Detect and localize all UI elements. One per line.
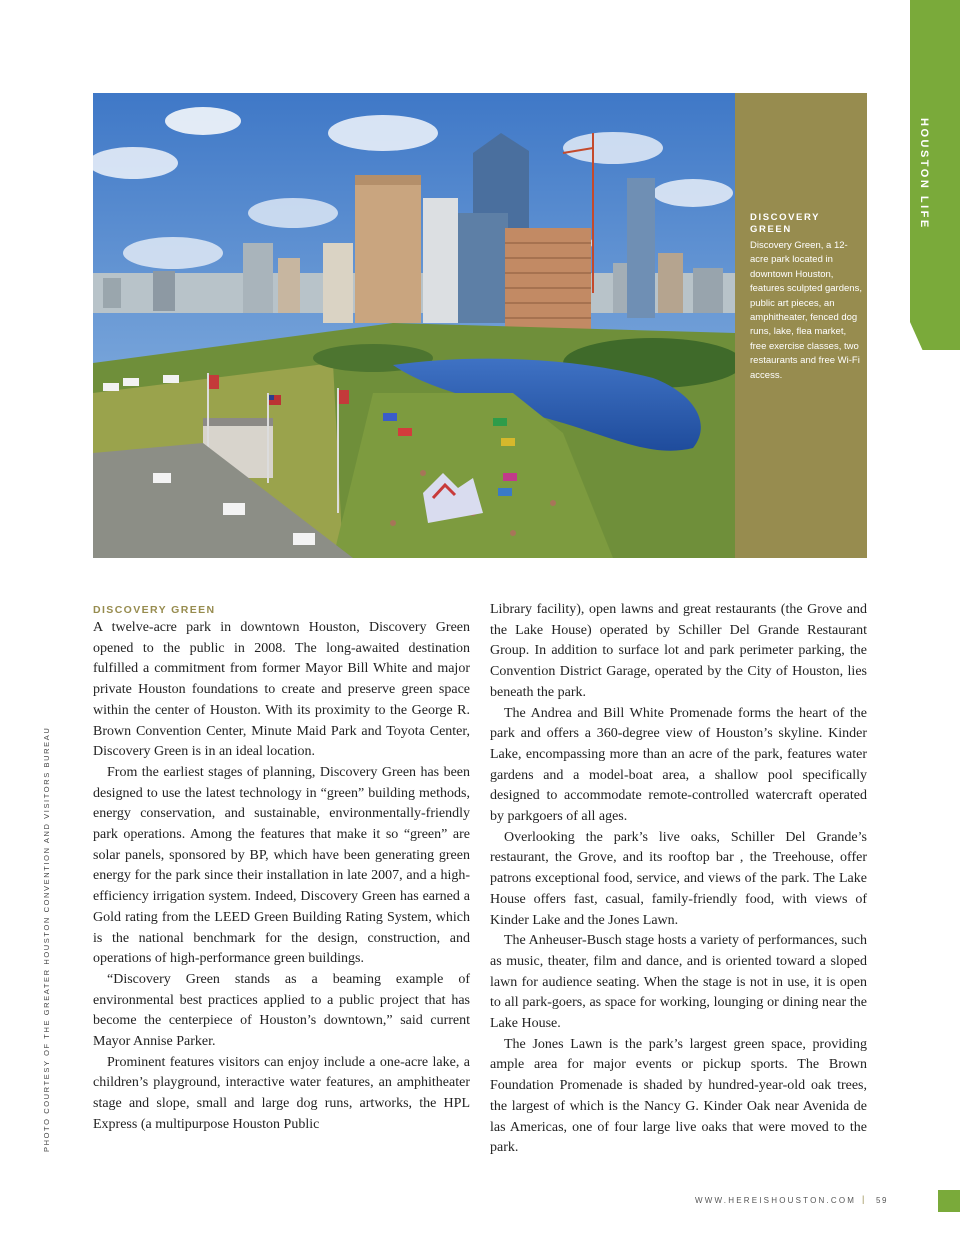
paragraph: Library facility), open lawns and great restaurants (the Grove and the Lake House) operated by Schiller Del Grande Restaurant Group. In addition to surface lot and park perimeter parking, the Convention District Garage, operated by the City of Houston, lies beneath the park. xyxy=(490,602,867,700)
article-heading: DISCOVERY GREEN xyxy=(93,604,216,616)
page-number: 59 xyxy=(876,1196,888,1205)
paragraph: “Discovery Green stands as a beaming example of environmental best practices applied to a public project that has become the centerpiece of Houston’s downtown,” said current Mayor Annise Parker. xyxy=(93,971,470,1050)
paragraph: Overlooking the park’s live oaks, Schiller Del Grande’s restaurant, the Grove, and its rooftop bar , the Treehouse, offer patrons exceptional food, service, and views of the park. The Lake House offers fast, casual, family-friendly food, with views of Kinder Lake and the Jones Lawn. xyxy=(490,829,867,928)
paragraph: The Andrea and Bill White Promenade forms the heart of the park and offers a 360-degree view of Houston’s skyline. Kinder Lake, encompassing more than an acre of the park, features water gardens and a model-boat area, a shallow pool specifically designed to accommodate remote-controlled watercraft operated by parkgoers of all ages. xyxy=(490,705,867,825)
article-column-left xyxy=(93,600,470,1136)
photo-caption-title: DISCOVERY GREEN xyxy=(750,212,820,235)
footer-separator: | xyxy=(862,1194,865,1204)
paragraph: Prominent features visitors can enjoy include a one-acre lake, a children’s playground, interactive water features, an amphitheater stage and slope, small and large dog runs, artworks, the HPL Express (a multipurpose Houston Public xyxy=(93,1054,470,1132)
footer-url: WWW.HEREISHOUSTON.COM xyxy=(695,1196,857,1205)
photo-caption-text: Discovery Green, a 12-acre park located in downtown Houston, features sculpted gardens, public art pieces, an amphitheater, fenced dog runs, lake, flea market, free exercise classes, two restaurants and free Wi-Fi access. xyxy=(750,240,862,381)
paragraph: The Anheuser-Busch stage hosts a variety of performances, such as music, theater, film and dance, and is oriented toward a sloped lawn for audience seating. When the stage is not in use, it is open to all park-goers, as space for working, lounging or dining near the Lake House. xyxy=(490,933,867,1032)
section-tab-label: HOUSTON LIFE xyxy=(918,118,930,230)
paragraph: A twelve-acre park in downtown Houston, Discovery Green opened to the public in 2008. The long-awaited destination fulfilled a commitment from former Mayor Bill White and major private Houston foundations to create and preserve green space within the center of Houston. With its proximity to the George R. Brown Convention Center, Minute Maid Park and Toyota Center, Discovery Green is in an ideal location. xyxy=(93,620,470,760)
article-column-right xyxy=(490,600,867,1159)
photo-credit: PHOTO COURTESY OF THE GREATER HOUSTON CONVENTION AND VISITORS BUREAU xyxy=(42,726,51,1152)
paragraph: The Jones Lawn is the park’s largest green space, providing ample area for major events or pickup sports. The Brown Foundation Promenade is shaded by hundred-year-old oak trees, the largest of which is the Nancy G. Kinder Oak near Avenida de las Americas, one of four large live oaks that were moved to the park. xyxy=(490,1036,867,1156)
discovery-green-aerial-photo xyxy=(93,93,735,558)
paragraph: From the earliest stages of planning, Discovery Green has been designed to use the latest technology in “green” building methods, energy conservation, and sustainable, environmentally-friendly park operations. Among the features that make it so “green” are solar panels, sponsored by BP, which have been generating green energy for the park since their installation in late 2007, and a high-efficiency irrigation system. Indeed, Discovery Green has earned a Gold rating from the LEED Green Building Rating System, which is the national benchmark for the design, construction, and operations of high-performance green buildings. xyxy=(93,764,470,967)
corner-tab xyxy=(938,1190,960,1212)
